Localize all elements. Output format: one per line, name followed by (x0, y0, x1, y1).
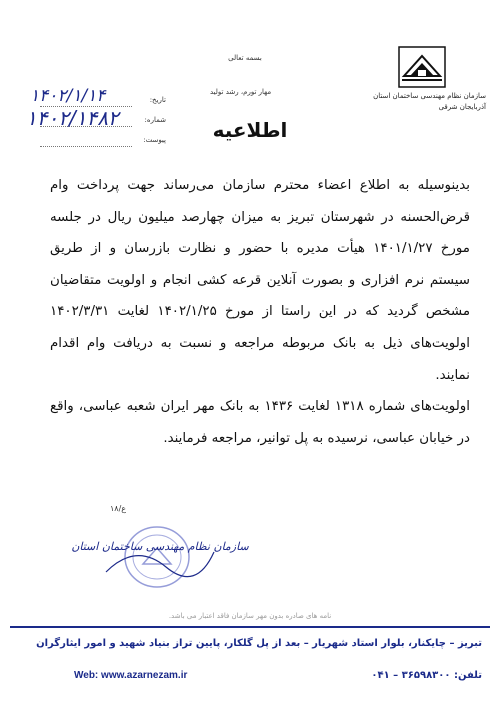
page-title: اطلاعیه (212, 118, 288, 142)
date-label: تاریخ: (149, 96, 166, 104)
announcement-body (50, 170, 470, 454)
footer-phone: تلفن: ۳۶۵۹۸۳۰۰ – ۰۴۱ (371, 670, 482, 681)
basmala: بسمه تعالی (228, 54, 262, 62)
signature-marker: ع/۱۸ (110, 504, 127, 513)
attachment-label: پیوست: (143, 136, 166, 144)
organization-logo (398, 46, 446, 88)
attachment-line (40, 146, 132, 147)
footer-address: تبریز – چایکنار، بلوار استاد شهریار – بعد از پل گلکار، پایین تراز بنیاد شهید و امور ایثارگران (36, 638, 482, 649)
number-label: شماره: (144, 116, 166, 124)
slogan: مهار تورم، رشد تولید (210, 88, 272, 96)
handwritten-date: ۱۴۰۲/۱/۱۴ (30, 86, 106, 106)
letterhead-footer (10, 626, 490, 702)
handwritten-number: ۱۴۰۲/۱۴۸۲ (26, 106, 119, 130)
stamp-caption: سازمان نظام مهندسی ساختمان استان (71, 540, 249, 553)
organization-region: آذربایجان شرقی (438, 103, 486, 111)
organization-name: سازمان نظام مهندسی ساختمان استان (373, 92, 486, 100)
footer-website: Web: www.azarnezam.ir (74, 670, 188, 681)
organization-stamp (96, 522, 218, 592)
announcement-paragraph: بدینوسیله به اطلاع اعضاء محترم سازمان می‌رساند جهت پرداخت وام قرض‌الحسنه در شهرستان تبریز به میزان چهارصد میلیون ریال در جلسه مورخ ۱۴۰۱/۱/۲۷ هیأت مدیره با حضور و نظارت بازرسان و از طریق سیستم نرم افزاری و بصورت آنلاین قرعه کشی انجام و اولویت متقاضیان مشخص گردید که در این راستا از مورخ ۱۴۰۲/۱/۲۵ لغایت ۱۴۰۲/۳/۳۱ اولویت‌های ذیل به بانک مربوطه مراجعه و نسبت به دریافت وام اقدام نمایند. (50, 178, 470, 383)
validity-note: نامه های صادره بدون مهر سازمان فاقد اعتبار می باشد. (168, 612, 332, 620)
announcement-paragraph: اولویت‌های شماره ۱۳۱۸ لغایت ۱۴۳۶ به بانک مهر ایران شعبه عباسی، واقع در خیابان عباسی، نرسیده به پل توانیر، مراجعه فرمایند. (50, 399, 470, 446)
